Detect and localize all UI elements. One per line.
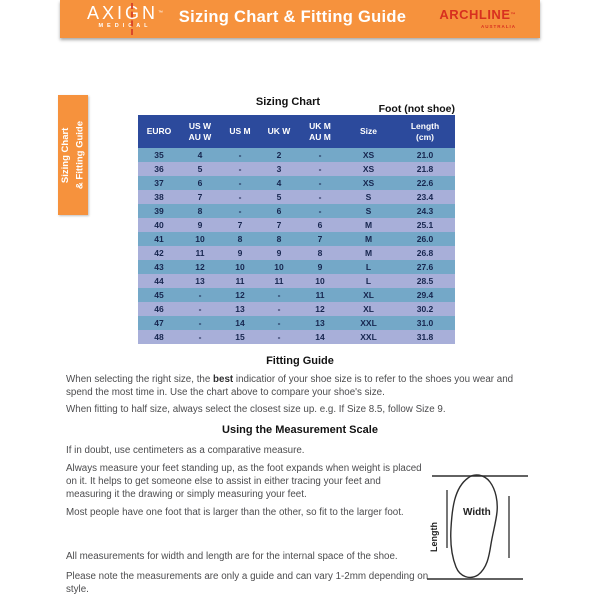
column-header: US M xyxy=(229,126,251,137)
table-cell: 6 xyxy=(197,178,203,188)
table-row xyxy=(138,302,455,316)
table-cell: 25.1 xyxy=(416,220,434,230)
table-cell: XS xyxy=(362,150,375,160)
table-cell: 45 xyxy=(154,290,164,300)
fitting-guide-heading: Fitting Guide xyxy=(266,355,334,367)
table-cell: S xyxy=(365,206,372,216)
table-row xyxy=(138,260,455,274)
table-cell: 21.8 xyxy=(416,164,434,174)
table-cell: 7 xyxy=(317,234,323,244)
table-row xyxy=(138,190,455,204)
table-cell: 11 xyxy=(274,276,284,286)
table-cell: - xyxy=(198,332,202,342)
table-cell: 3 xyxy=(276,164,282,174)
header-bar xyxy=(60,0,540,38)
table-row xyxy=(138,288,455,302)
table-cell: 11 xyxy=(195,248,205,258)
trademark-symbol: ™ xyxy=(510,12,516,18)
table-cell: 11 xyxy=(315,290,325,300)
axign-logo-name: AXIGN™ xyxy=(86,3,163,23)
table-cell: 8 xyxy=(317,248,323,258)
measurement-paragraph-3: Most people have one foot that is larger than the other, so fit to the larger foot. xyxy=(66,507,404,518)
table-cell: - xyxy=(277,304,281,314)
measurement-paragraph-4: All measurements for width and length are for the internal space of the shoe. xyxy=(66,551,398,562)
table-row xyxy=(138,162,455,176)
table-row xyxy=(138,316,455,330)
table-cell: 13 xyxy=(235,304,245,314)
table-cell: 26.8 xyxy=(416,248,434,258)
table-cell: 12 xyxy=(235,290,245,300)
fitting-guide-paragraph-2: When fitting to half size, always select the closest size up. e.g. If Size 8.5, follow Size 9. xyxy=(66,404,446,415)
table-cell: - xyxy=(198,318,202,328)
measurement-scale-heading: Using the Measurement Scale xyxy=(222,424,378,436)
table-cell: 29.4 xyxy=(416,290,434,300)
table-cell: 10 xyxy=(274,262,284,272)
table-cell: 27.6 xyxy=(416,262,434,272)
table-cell: 8 xyxy=(237,234,243,244)
table-cell: 12 xyxy=(315,304,325,314)
table-cell: - xyxy=(318,164,322,174)
table-row xyxy=(138,330,455,344)
table-cell: 44 xyxy=(154,276,164,286)
table-cell: - xyxy=(198,290,202,300)
table-cell: 28.5 xyxy=(416,276,434,286)
table-cell: M xyxy=(364,234,373,244)
foot-measurement-diagram xyxy=(424,460,536,594)
table-cell: 9 xyxy=(276,248,282,258)
table-cell: - xyxy=(238,164,242,174)
archline-logo-subtitle: AUSTRALIA xyxy=(481,24,516,29)
table-cell: 8 xyxy=(197,206,203,216)
measurement-paragraph-1: If in doubt, use centimeters as a comparative measure. xyxy=(66,445,305,456)
table-cell: 47 xyxy=(154,318,164,328)
page-title: Sizing Chart & Fitting Guide xyxy=(178,8,407,26)
table-cell: XXL xyxy=(360,332,377,342)
table-cell: 7 xyxy=(237,220,243,230)
table-cell: 22.6 xyxy=(416,178,434,188)
foot-outline xyxy=(451,475,498,577)
table-cell: 31.0 xyxy=(416,318,434,328)
table-cell: XXL xyxy=(360,318,377,328)
foot-not-shoe-label: Foot (not shoe) xyxy=(378,103,455,115)
table-cell: XS xyxy=(362,164,375,174)
table-row xyxy=(138,232,455,246)
table-cell: 23.4 xyxy=(416,192,434,202)
table-cell: 14 xyxy=(315,332,325,342)
table-cell: 14 xyxy=(235,318,245,328)
column-header: EURO xyxy=(146,126,172,137)
table-cell: - xyxy=(318,150,322,160)
table-cell: S xyxy=(365,192,372,202)
column-header: UK W xyxy=(267,126,291,137)
table-cell: 24.3 xyxy=(416,206,434,216)
table-cell: 35 xyxy=(154,150,164,160)
table-cell: 13 xyxy=(315,318,325,328)
side-tab-line1: Sizing Chart xyxy=(59,127,71,183)
measurement-paragraph-5: Please note the measurements are only a guide and can vary 1-2mm depending on style. xyxy=(66,571,429,596)
table-cell: 26.0 xyxy=(416,234,434,244)
table-cell: M xyxy=(364,248,373,258)
table-cell: 37 xyxy=(154,178,164,188)
table-cell: - xyxy=(318,206,322,216)
table-cell: 13 xyxy=(195,276,205,286)
width-label: Width xyxy=(463,507,491,518)
sizing-chart-title: Sizing Chart xyxy=(255,96,321,108)
sizing-table xyxy=(138,115,455,344)
table-cell: - xyxy=(238,178,242,188)
table-cell: XS xyxy=(362,178,375,188)
table-cell: - xyxy=(318,192,322,202)
table-cell: 6 xyxy=(276,206,282,216)
column-header: Size xyxy=(359,126,377,137)
table-cell: 31.8 xyxy=(416,332,434,342)
column-header: US W AU W xyxy=(188,120,212,142)
table-cell: 9 xyxy=(197,220,203,230)
table-cell: - xyxy=(238,206,242,216)
table-cell: 12 xyxy=(195,262,205,272)
table-cell: 11 xyxy=(235,276,245,286)
table-cell: 48 xyxy=(154,332,164,342)
measurement-paragraph-2: Always measure your feet standing up, as the foot expands when weight is placed on it. It helps to get someone else to assist in either tracing your feet and measuring it the drawing or simply measuring your feet. xyxy=(66,463,422,501)
table-cell: - xyxy=(277,290,281,300)
table-row xyxy=(138,148,455,162)
table-cell: 10 xyxy=(235,262,245,272)
table-cell: 7 xyxy=(276,220,282,230)
table-cell: XL xyxy=(363,290,374,300)
table-cell: 9 xyxy=(237,248,243,258)
table-cell: - xyxy=(198,304,202,314)
archline-logo xyxy=(439,9,516,33)
table-cell: 40 xyxy=(154,220,164,230)
table-cell: - xyxy=(318,178,322,188)
table-cell: 9 xyxy=(317,262,323,272)
table-cell: - xyxy=(277,318,281,328)
side-tab-line2: & Fitting Guide xyxy=(74,120,85,190)
table-cell: 46 xyxy=(154,304,164,314)
trademark-symbol: ™ xyxy=(158,10,163,16)
axign-dashed-line-decoration xyxy=(131,3,133,35)
table-cell: 42 xyxy=(154,248,164,258)
table-cell: 5 xyxy=(197,164,203,174)
table-cell: - xyxy=(238,150,242,160)
table-cell: - xyxy=(238,192,242,202)
table-cell: 5 xyxy=(276,192,282,202)
table-row xyxy=(138,274,455,288)
table-cell: 6 xyxy=(317,220,323,230)
table-cell: - xyxy=(277,332,281,342)
bold-word: best xyxy=(213,374,234,385)
length-label: Length xyxy=(429,522,439,552)
table-cell: 4 xyxy=(276,178,282,188)
table-cell: L xyxy=(365,262,372,272)
table-cell: 30.2 xyxy=(416,304,434,314)
archline-logo-name: ARCHLINE™ xyxy=(439,7,516,22)
column-header: UK M AU M xyxy=(309,120,331,142)
table-cell: 39 xyxy=(154,206,164,216)
table-cell: XL xyxy=(363,304,374,314)
table-header-row xyxy=(138,115,455,148)
table-cell: 38 xyxy=(154,192,164,202)
table-cell: 43 xyxy=(154,262,164,272)
table-cell: 41 xyxy=(154,234,164,244)
axign-logo-subtitle: MEDICAL xyxy=(98,23,152,29)
table-body xyxy=(138,148,455,344)
fitting-guide-paragraph-1: When selecting the right size, the best indicatior of your shoe size is to refer to the shoes you wear and spend the most time in. Use the chart above to compare your shoe's size. xyxy=(66,374,514,399)
table-cell: 36 xyxy=(154,164,164,174)
table-cell: L xyxy=(365,276,372,286)
table-cell: 2 xyxy=(276,150,282,160)
table-row xyxy=(138,204,455,218)
table-cell: 15 xyxy=(235,332,245,342)
table-cell: M xyxy=(364,220,373,230)
table-cell: 4 xyxy=(197,150,203,160)
table-cell: 21.0 xyxy=(416,150,434,160)
side-tab xyxy=(58,95,88,215)
table-cell: 7 xyxy=(197,192,203,202)
table-cell: 10 xyxy=(195,234,205,244)
table-cell: 8 xyxy=(276,234,282,244)
table-row xyxy=(138,176,455,190)
table-cell: 10 xyxy=(315,276,325,286)
column-header: Length (cm) xyxy=(410,120,440,142)
axign-logo xyxy=(82,4,168,34)
table-row xyxy=(138,246,455,260)
side-tab-label xyxy=(59,121,88,189)
table-row xyxy=(138,218,455,232)
